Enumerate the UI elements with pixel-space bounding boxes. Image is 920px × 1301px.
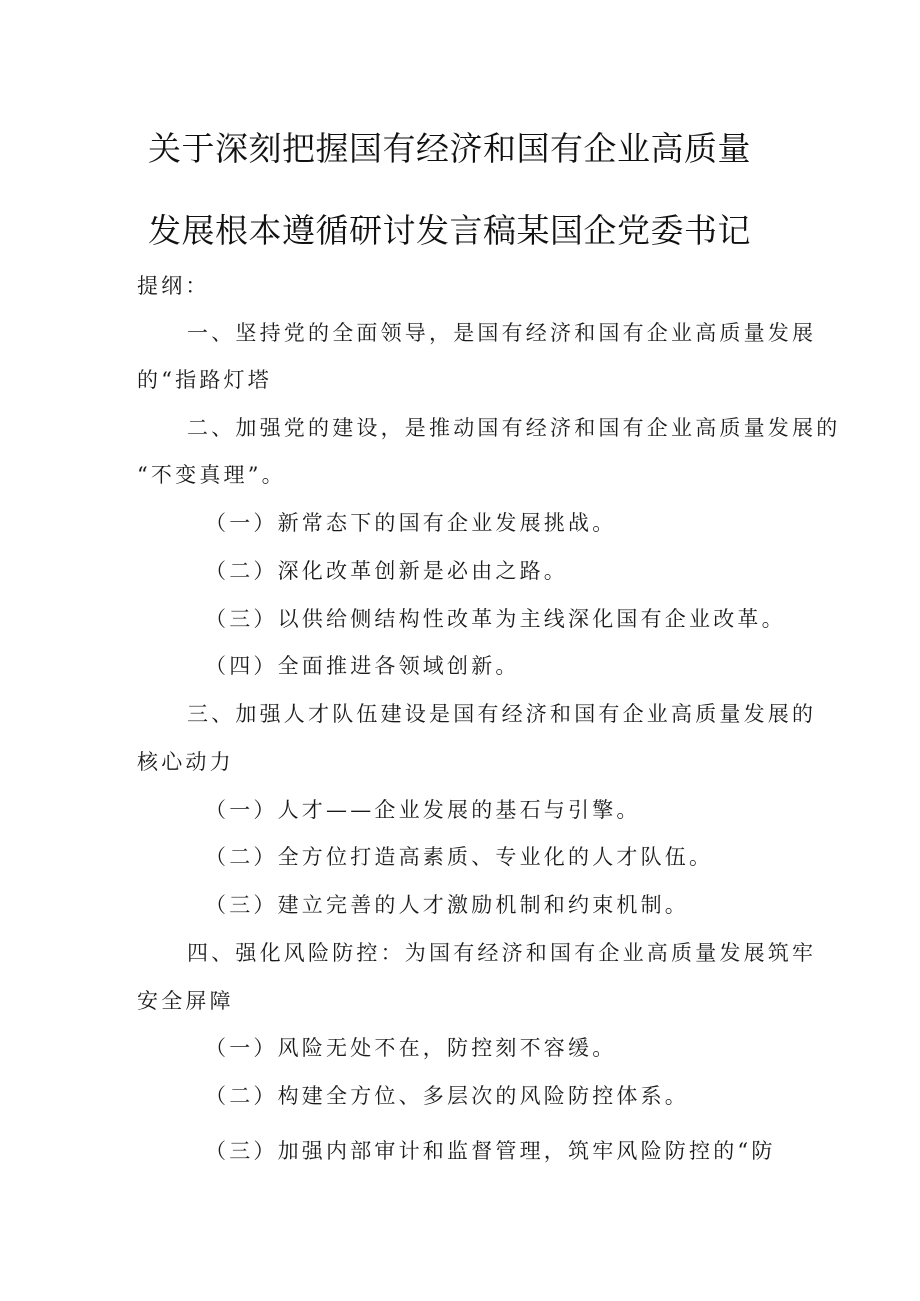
section-4-item-3: （三）加强内部审计和监督管理，筑牢风险防控的“防 [205,1139,776,1163]
section-4-heading: 四、强化风险防控：为国有经济和国有企业高质量发展筑牢 [187,941,817,965]
section-4-heading-cont: 安全屏障 [137,989,234,1013]
doc-title-line-1: 关于深刻把握国有经济和国有企业高质量 [148,129,751,168]
section-3-item-3: （三）建立完善的人才激励机制和约束机制。 [205,893,689,917]
section-2-heading-cont: “不变真理”。 [137,463,286,487]
section-2-item-3: （三）以供给侧结构性改革为主线深化国有企业改革。 [205,607,786,631]
section-3-heading-cont: 核心动力 [137,750,234,774]
section-3-item-2: （二）全方位打造高素质、专业化的人才队伍。 [205,845,714,869]
section-2-item-4: （四）全面推进各领域创新。 [205,654,520,678]
section-1-heading: 一、坚持党的全面领导，是国有经济和国有企业高质量发展 [187,321,817,345]
section-4-item-1: （一）风险无处不在，防控刻不容缓。 [205,1036,617,1060]
section-2-heading: 二、加强党的建设，是推动国有经济和国有企业高质量发展的 [187,416,841,440]
section-3-item-1: （一）人才——企业发展的基石与引擎。 [205,798,641,822]
section-2-item-2: （二）深化改革创新是必由之路。 [205,559,568,583]
doc-title-line-2: 发展根本遵循研讨发言稿某国企党委书记 [148,211,751,250]
section-1-heading-cont: 的“指路灯塔 [137,368,272,392]
outline-label: 提纲： [137,274,210,298]
section-4-item-2: （二）构建全方位、多层次的风险防控体系。 [205,1084,689,1108]
section-2-item-1: （一）新常态下的国有企业发展挑战。 [205,511,617,535]
section-3-heading: 三、加强人才队伍建设是国有经济和国有企业高质量发展的 [187,702,817,726]
